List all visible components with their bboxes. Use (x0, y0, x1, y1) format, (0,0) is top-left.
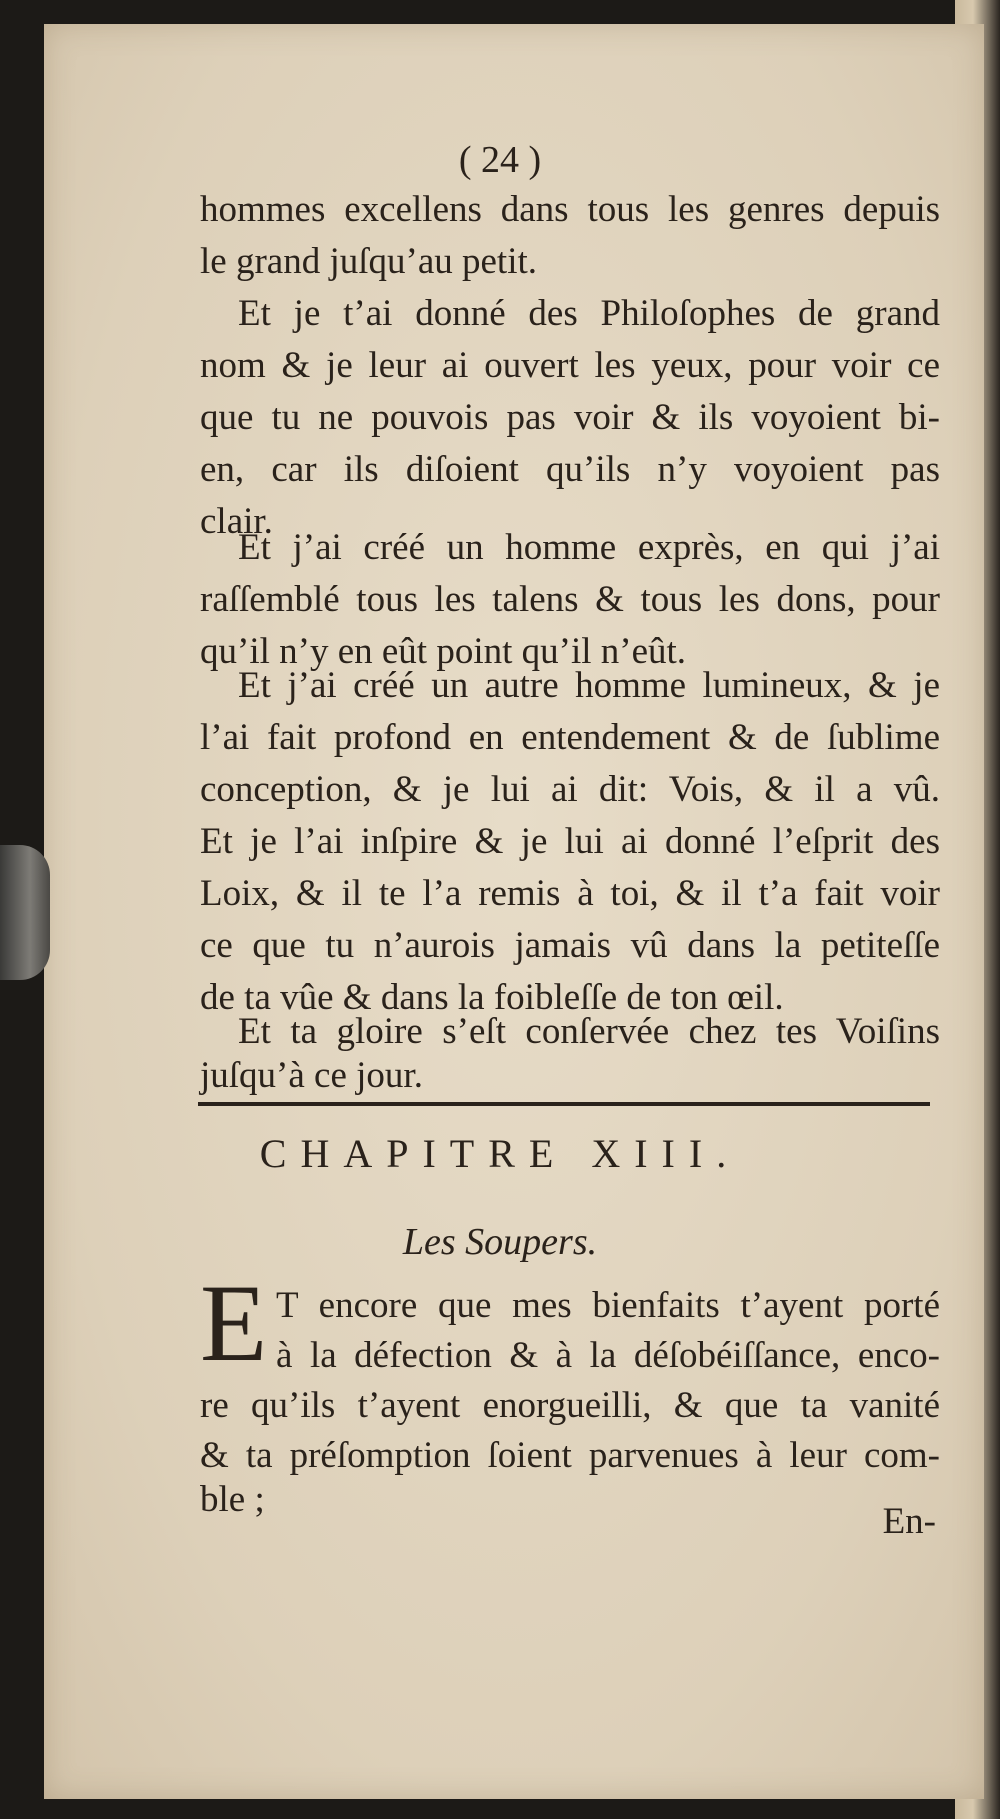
text-line: que tu ne pouvois pas voir & ils voyoient bi- (200, 397, 940, 438)
text-line: Et ta gloire s’eſt conſervée chez tes Voiſins (238, 1011, 940, 1052)
chapter-subtitle: Les Soupers. (402, 1221, 598, 1263)
text-line: & ta préſomption ſoient parvenues à leur com- (200, 1435, 940, 1476)
text-line: l’ai fait profond en entendement & de ſublime (200, 717, 940, 758)
text-line: nom & je leur ai ouvert les yeux, pour voir ce (200, 345, 940, 386)
text-line: re qu’ils t’ayent enorgueilli, & que ta vanité (200, 1385, 940, 1426)
drop-cap: E (200, 1262, 268, 1384)
text-line: Et je t’ai donné des Philoſophes de grand (238, 293, 940, 334)
text-line: hommes excellens dans tous les genres depuis (200, 189, 940, 230)
text-line: juſqu’à ce jour. (200, 1055, 423, 1096)
page-clip (0, 845, 50, 980)
text-line: conception, & je lui ai dit: Vois, & il a vû. (200, 769, 940, 810)
text-line: clair. (200, 501, 273, 542)
text-line: ce que tu n’aurois jamais vû dans la petiteſſe (200, 925, 940, 966)
text-line: T encore que mes bienfaits t’ayent porté (276, 1285, 940, 1326)
text-line: Et j’ai créé un homme exprès, en qui j’ai (238, 527, 940, 568)
text-line: ble ; (200, 1479, 265, 1520)
catchword: En- (882, 1501, 936, 1542)
text-line: Et je l’ai inſpire & je lui ai donné l’eſprit des (200, 821, 940, 862)
chapter-title: CHAPITRE XIII. (259, 1131, 741, 1176)
text-line: qu’il n’y en eût point qu’il n’eût. (200, 631, 687, 672)
chapter-rule (198, 1102, 930, 1106)
text-line: raſſemblé tous les talens & tous les dons, pour (200, 579, 940, 620)
text-line: à la défection & à la déſobéiſſance, enco- (276, 1335, 940, 1376)
text-line: Et j’ai créé un autre homme lumineux, & je (238, 665, 940, 706)
text-line: le grand juſqu’au petit. (200, 241, 538, 282)
text-line: Loix, & il te l’a remis à toi, & il t’a fait voir (200, 873, 940, 914)
text-line: de ta vûe & dans la foibleſſe de ton œil. (200, 977, 784, 1018)
page-number: ( 24 ) (458, 139, 542, 181)
text-line: en, car ils diſoient qu’ils n’y voyoient pas (200, 449, 940, 490)
